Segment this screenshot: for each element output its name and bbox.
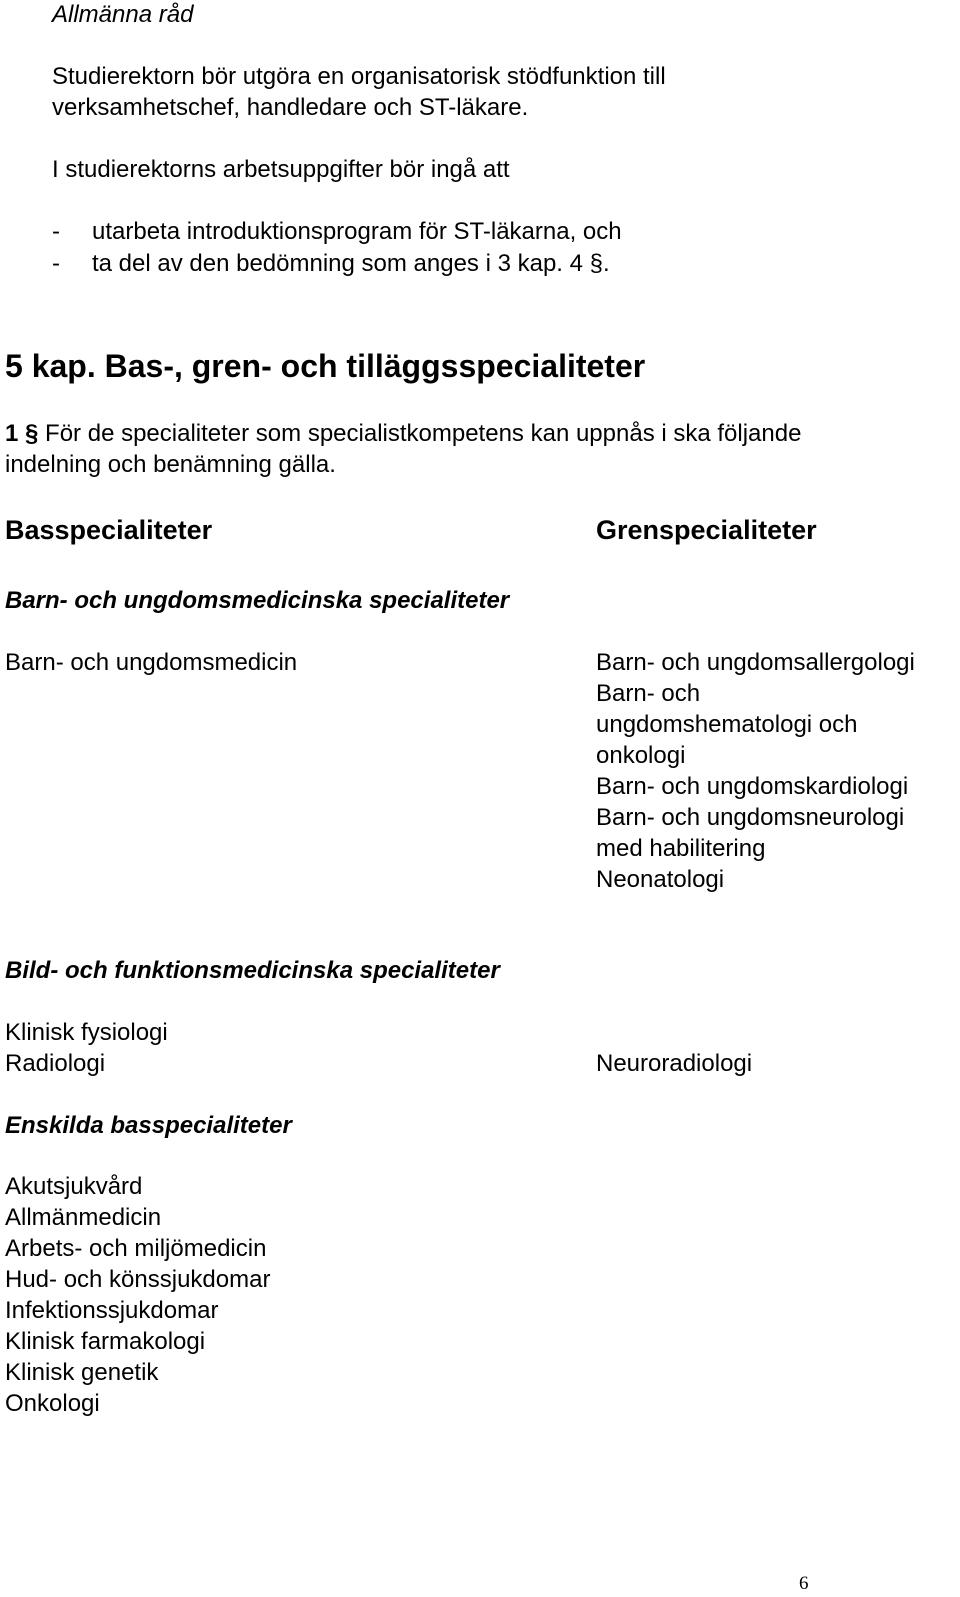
gren-item: Barn- och ungdomsneurologi <box>596 804 905 831</box>
gren-item: Barn- och ungdomskardiologi <box>596 773 909 800</box>
chapter-title: 5 kap. Bas-, gren- och tilläggsspecialiteter <box>5 348 646 384</box>
bullet-marker: - <box>52 250 60 277</box>
gren-item: Neuroradiologi <box>596 1050 753 1077</box>
gren-item: Barn- och <box>596 680 701 707</box>
bas-item: Arbets- och miljömedicin <box>5 1235 267 1262</box>
bas-item: Allmänmedicin <box>5 1204 162 1231</box>
column-heading-gren: Grenspecialiteter <box>596 515 817 545</box>
bas-item: Radiologi <box>5 1050 106 1077</box>
bas-item: Barn- och ungdomsmedicin <box>5 649 298 676</box>
advice-heading: Allmänna råd <box>52 1 194 28</box>
bullet-marker: - <box>52 218 60 245</box>
bas-item: Hud- och könssjukdomar <box>5 1266 271 1293</box>
gren-list <box>596 1048 752 1079</box>
gren-item: ungdomshematologi och <box>596 711 858 738</box>
bas-list <box>5 1017 168 1079</box>
group-heading: Barn- och ungdomsmedicinska specialiteter <box>5 587 510 614</box>
gren-list <box>596 647 915 895</box>
group-heading: Enskilda basspecialiteter <box>5 1112 292 1139</box>
column-heading-bas: Basspecialiteter <box>5 515 213 545</box>
advice-lead: I studierektorns arbetsuppgifter bör ingå att <box>52 156 510 183</box>
bas-item: Klinisk genetik <box>5 1359 159 1386</box>
section-text: För de specialiteter som specialistkompetens kan uppnås i ska följande <box>45 420 802 447</box>
advice-bullet <box>0 248 960 279</box>
advice-paragraph-line: verksamhetschef, handledare och ST-läkare. <box>52 94 529 121</box>
group-heading: Bild- och funktionsmedicinska specialiteter <box>5 957 500 984</box>
advice-paragraph-line: Studierektorn bör utgöra en organisatorisk stödfunktion till <box>52 63 666 90</box>
bas-list <box>5 647 297 678</box>
bullet-text: utarbeta introduktionsprogram för ST-läkarna, och <box>92 218 622 245</box>
gren-item: Barn- och ungdomsallergologi <box>596 649 915 676</box>
advice-bullet <box>0 216 960 247</box>
bas-item: Klinisk fysiologi <box>5 1019 168 1046</box>
page-number: 6 <box>799 1573 809 1594</box>
gren-item: Neonatologi <box>596 866 725 893</box>
section-text-line: indelning och benämning gälla. <box>5 451 336 478</box>
section-number: 1 § <box>5 420 39 447</box>
bas-list <box>5 1171 270 1419</box>
gren-item: onkologi <box>596 742 686 769</box>
bas-item: Klinisk farmakologi <box>5 1328 206 1355</box>
bas-item: Akutsjukvård <box>5 1173 143 1200</box>
section-line <box>5 418 801 449</box>
bullet-text: ta del av den bedömning som anges i 3 kap. 4 §. <box>92 250 610 277</box>
bas-item: Onkologi <box>5 1390 100 1417</box>
gren-item: med habilitering <box>596 835 766 862</box>
bas-item: Infektionssjukdomar <box>5 1297 219 1324</box>
